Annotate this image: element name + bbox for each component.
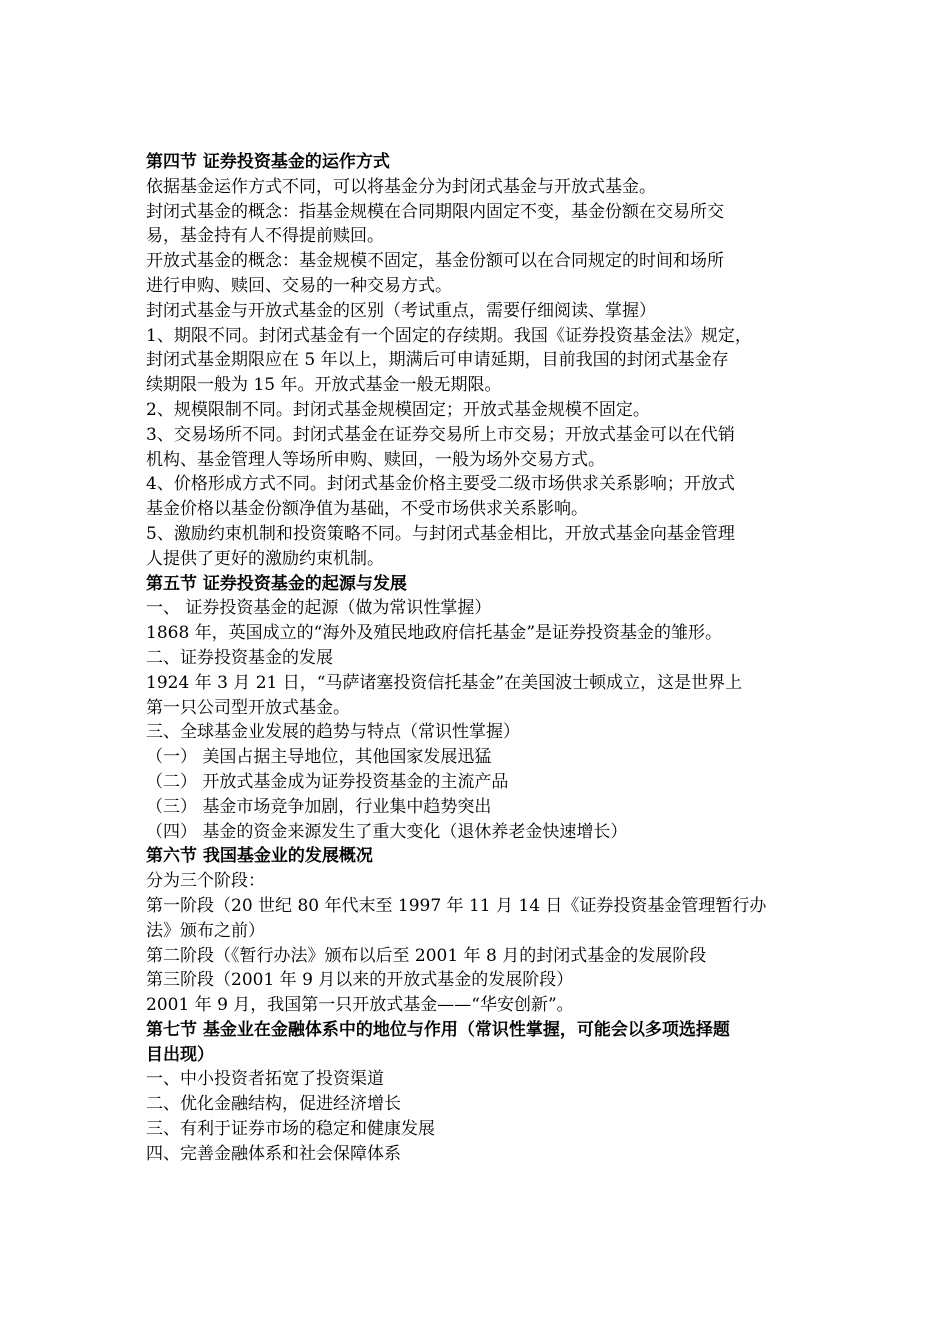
body-text-line: 第一只公司型开放式基金。	[146, 697, 350, 718]
body-text-line: （二） 开放式基金成为证券投资基金的主流产品	[146, 771, 509, 792]
body-text-line: 二、证券投资基金的发展	[146, 647, 333, 668]
body-text-line: 开放式基金的概念：基金规模不固定，基金份额可以在合同规定的时间和场所	[146, 251, 724, 272]
body-text-line: （四） 基金的资金来源发生了重大变化（退休养老金快速增长）	[146, 821, 628, 842]
body-text-line: 四、完善金融体系和社会保障体系	[146, 1143, 401, 1164]
body-text-line: 机构、基金管理人等场所申购、赎回，一般为场外交易方式。	[146, 449, 605, 470]
section-heading-line: 第六节 我国基金业的发展概况	[146, 846, 373, 867]
body-text-line: 一、 证券投资基金的起源（做为常识性掌握）	[146, 598, 492, 619]
body-text-line: 三、全球基金业发展的趋势与特点（常识性掌握）	[146, 722, 520, 743]
body-text-line: 人提供了更好的激励约束机制。	[146, 548, 384, 569]
section-heading-line: 第五节 证券投资基金的起源与发展	[146, 573, 407, 594]
section-heading-line: 第四节 证券投资基金的运作方式	[146, 152, 390, 172]
body-text-line: 二、优化金融结构，促进经济增长	[146, 1094, 401, 1115]
body-text-line: 封闭式基金期限应在 5 年以上，期满后可申请延期，目前我国的封闭式基金存	[146, 350, 729, 371]
body-text-line: 易，基金持有人不得提前赎回。	[146, 226, 384, 247]
body-text-line: 1868 年，英国成立的“海外及殖民地政府信托基金”是证券投资基金的雏形。	[146, 623, 723, 644]
body-text-line: 第一阶段（20 世纪 80 年代末至 1997 年 11 月 14 日《证券投资基金管理暂行办	[146, 895, 767, 916]
body-text-line: 第二阶段（《暂行办法》颁布以后至 2001 年 8 月的封闭式基金的发展阶段	[146, 945, 707, 966]
body-text-line: 法》颁布之前）	[146, 920, 265, 941]
body-text-line: （三） 基金市场竞争加剧，行业集中趋势突出	[146, 796, 492, 817]
body-text-line: 续期限一般为 15 年。开放式基金一般无期限。	[146, 375, 502, 396]
body-text-line: 3、交易场所不同。封闭式基金在证券交易所上市交易；开放式基金可以在代销	[146, 424, 735, 445]
body-text-line: 1924 年 3 月 21 日，“马萨诸塞投资信托基金”在美国波士顿成立，这是世界上	[146, 672, 743, 693]
body-text-line: 依据基金运作方式不同，可以将基金分为封闭式基金与开放式基金。	[146, 176, 656, 197]
body-text-line: 三、有利于证券市场的稳定和健康发展	[146, 1119, 435, 1140]
body-text-line: 封闭式基金的概念：指基金规模在合同期限内固定不变，基金份额在交易所交	[146, 201, 724, 222]
body-text-line: 2001 年 9 月，我国第一只开放式基金——“华安创新”。	[146, 995, 574, 1016]
body-text-line: 2、规模限制不同。封闭式基金规模固定；开放式基金规模不固定。	[146, 399, 650, 420]
section-heading-line: 第七节 基金业在金融体系中的地位与作用（常识性掌握，可能会以多项选择题	[146, 1019, 730, 1040]
section-heading-line: 目出现）	[146, 1044, 214, 1065]
body-text-line: 1、期限不同。封闭式基金有一个固定的存续期。我国《证券投资基金法》规定，	[146, 325, 752, 346]
body-text-line: 进行申购、赎回、交易的一种交易方式。	[146, 275, 452, 296]
body-text-line: 分为三个阶段：	[146, 871, 265, 892]
body-text-line: （一） 美国占据主导地位，其他国家发展迅猛	[146, 747, 492, 768]
body-text-line: 第三阶段（2001 年 9 月以来的开放式基金的发展阶段）	[146, 970, 574, 991]
body-text-line: 基金价格以基金份额净值为基础，不受市场供求关系影响。	[146, 499, 588, 520]
document-page	[146, 150, 810, 1167]
body-text-line: 4、价格形成方式不同。封闭式基金价格主要受二级市场供求关系影响；开放式	[146, 474, 735, 495]
body-text-line: 一、中小投资者拓宽了投资渠道	[146, 1069, 384, 1090]
body-text-line: 5、激励约束机制和投资策略不同。与封闭式基金相比，开放式基金向基金管理	[146, 523, 735, 544]
body-text-line: 封闭式基金与开放式基金的区别（考试重点，需要仔细阅读、掌握）	[146, 300, 656, 321]
